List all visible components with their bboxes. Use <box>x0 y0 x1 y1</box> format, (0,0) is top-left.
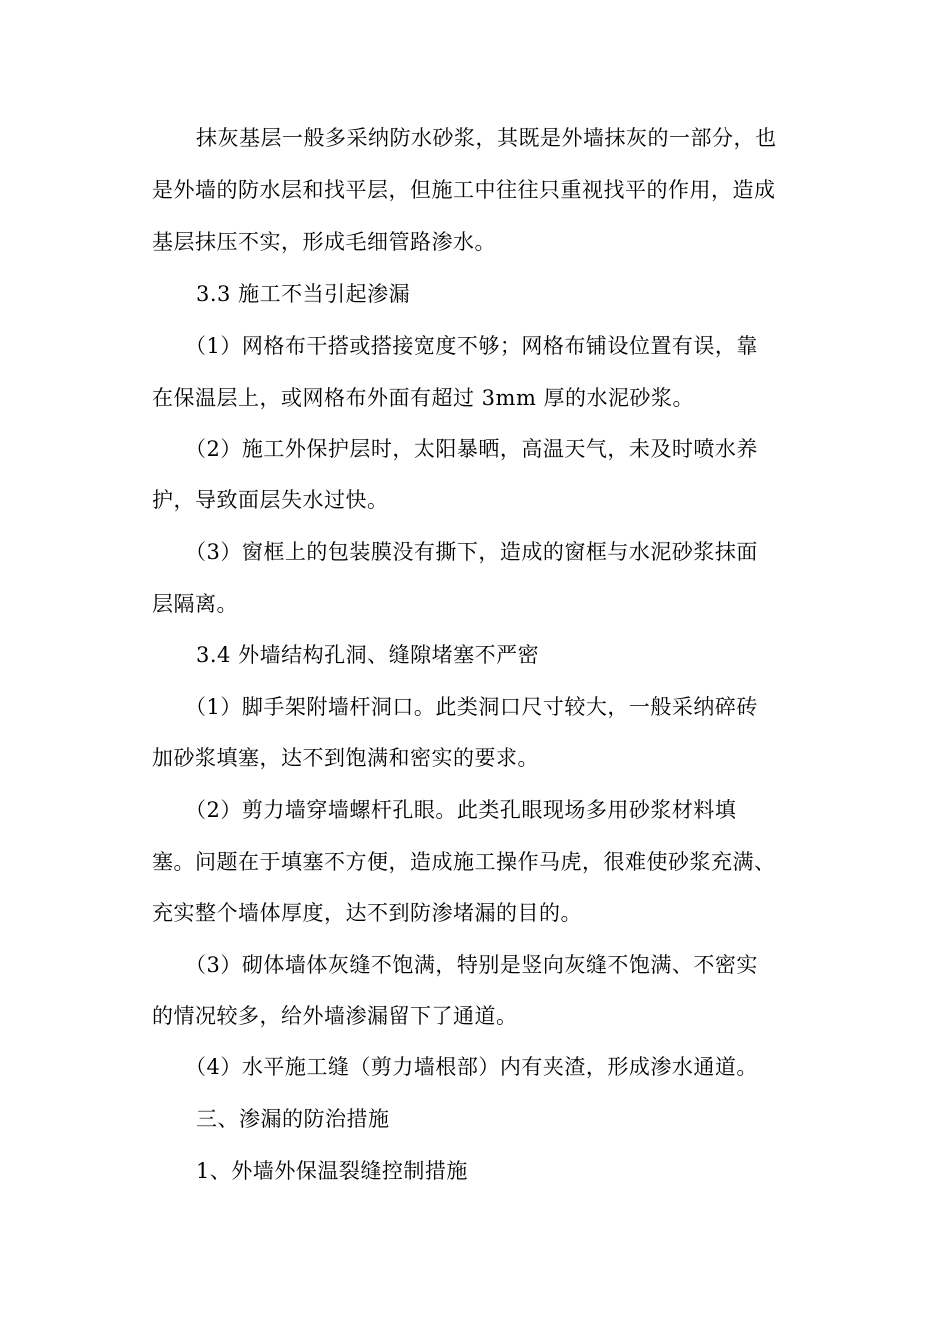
paragraph-line: （2）剪力墙穿墙螺杆孔眼。此类孔眼现场多用砂浆材料填 <box>185 798 737 822</box>
paragraph-line: （4）水平施工缝（剪力墙根部）内有夹渣，形成渗水通道。 <box>185 1055 758 1079</box>
paragraph-line: 护，导致面层失水过快。 <box>152 488 389 512</box>
section-heading: 3.4 外墙结构孔洞、缝隙堵塞不严密 <box>196 643 540 667</box>
paragraph-line: （1）脚手架附墙杆洞口。此类洞口尺寸较大，一般采纳碎砖 <box>185 695 758 719</box>
paragraph-line: （3）窗框上的包装膜没有撕下，造成的窗框与水泥砂浆抹面 <box>185 540 758 564</box>
chapter-heading: 三、渗漏的防治措施 <box>196 1107 390 1131</box>
paragraph-line: （2）施工外保护层时，太阳暴晒，高温天气，未及时喷水养 <box>185 437 758 461</box>
section-heading: 3.3 施工不当引起渗漏 <box>196 282 411 306</box>
paragraph-line: 加砂浆填塞，达不到饱满和密实的要求。 <box>152 746 539 770</box>
paragraph-line: 抹灰基层一般多采纳防水砂浆，其既是外墙抹灰的一部分，也 <box>196 126 777 150</box>
paragraph-line: 是外墙的防水层和找平层，但施工中往往只重视找平的作用，造成 <box>152 178 776 202</box>
paragraph-line: 基层抹压不实，形成毛细管路渗水。 <box>152 230 496 254</box>
paragraph-line: 在保温层上，或网格布外面有超过 3mm 厚的水泥砂浆。 <box>152 386 695 410</box>
paragraph-line: 塞。问题在于填塞不方便，造成施工操作马虎，很难使砂浆充满、 <box>152 850 776 874</box>
paragraph-line: （1）网格布干搭或搭接宽度不够；网格布铺设位置有误，靠 <box>185 334 758 358</box>
paragraph-line: 的情况较多，给外墙渗漏留下了通道。 <box>152 1004 518 1028</box>
paragraph-line: 充实整个墙体厚度，达不到防渗堵漏的目的。 <box>152 901 582 925</box>
paragraph-line: 层隔离。 <box>152 592 238 616</box>
section-heading: 1、外墙外保温裂缝控制措施 <box>196 1159 468 1183</box>
paragraph-line: （3）砌体墙体灰缝不饱满，特别是竖向灰缝不饱满、不密实 <box>185 953 758 977</box>
